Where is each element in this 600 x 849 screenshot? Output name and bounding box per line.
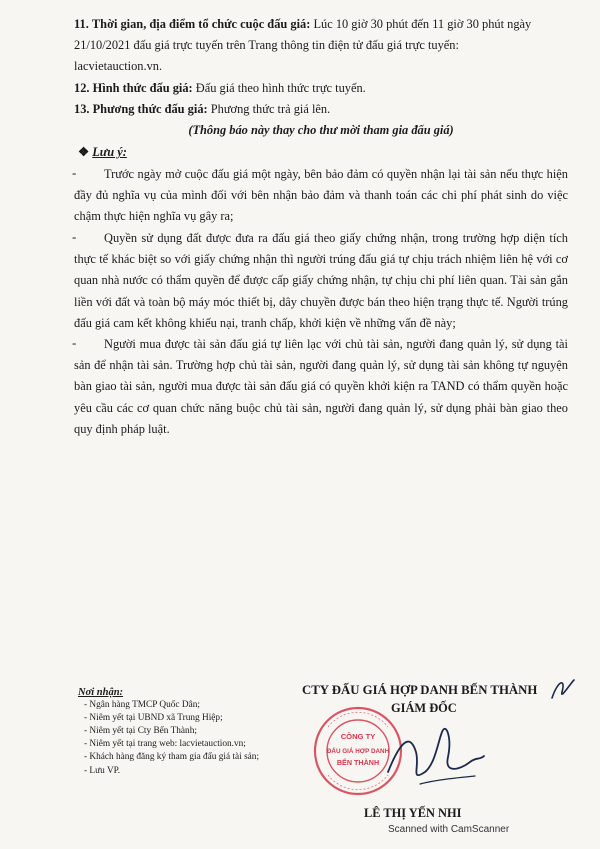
note-1 xyxy=(74,164,568,227)
recipients-title: Nơi nhận: xyxy=(78,687,124,698)
recipient-item: - Niêm yết tại UBND xã Trung Hiệp; xyxy=(84,713,223,724)
note-heading xyxy=(78,142,572,163)
note-heading-label: Lưu ý: xyxy=(92,145,127,159)
signature-title: GIÁM ĐỐC xyxy=(391,701,457,715)
item-11-line3: lacvietauction.vn. xyxy=(74,59,163,73)
item-13-label: Phương thức đấu giá: xyxy=(92,102,208,116)
recipient-item: - Niêm yết tại Cty Bến Thành; xyxy=(84,726,197,737)
signature-name: LÊ THỊ YẾN NHI xyxy=(364,806,462,820)
note-1-text: Trước ngày mở cuộc đấu giá một ngày, bên bảo đảm có quyền nhận lại tài sản nếu thực hiện đầy đủ nghĩa vụ của mình đối với bên nhận bảo đảm và thanh toán các chi phí phát sinh do việc chậm thực hiện nghĩa vụ gây ra; xyxy=(74,167,568,223)
stamp-line-1: CÔNG TY xyxy=(340,732,376,741)
note-3-dash: - xyxy=(72,335,77,350)
note-3 xyxy=(74,334,568,440)
notice-text: (Thông báo này thay cho thư mời tham gia đấu giá) xyxy=(188,123,454,137)
item-13-number: 13. xyxy=(74,102,90,116)
item-13 xyxy=(74,99,568,120)
note-2 xyxy=(74,228,568,334)
item-11-text-line1: Lúc 10 giờ 30 phút đến 11 giờ 30 phút ngày xyxy=(313,17,532,31)
item-12-text: Đấu giá theo hình thức trực tuyến. xyxy=(195,81,366,95)
item-11-number: 11. xyxy=(74,17,89,31)
item-11 xyxy=(74,14,568,35)
note-2-text: Quyền sử dụng đất được đưa ra đấu giá theo giấy chứng nhận, trong trường hợp diện tích thực tế khác biệt so với giấy chứng nhận thì người trúng đấu giá tự chịu trách nhiệm liên hệ với cơ quan nhà nước có thẩm quyền để được cấp giấy chứng nhận, tự chịu chi phí liên quan. Tài sản gắn liền với đất và toàn bộ máy móc thiết bị, dây chuyền được bán theo hiện trạng thực tế. Người trúng đấu giá cam kết không khiếu nại, tranh chấp, khởi kiện về những vấn đề này; xyxy=(74,231,568,330)
item-11-label: Thời gian, địa điểm tổ chức cuộc đấu giá: xyxy=(91,17,311,31)
item-12 xyxy=(74,78,568,99)
stamp-line-3: BẾN THÀNH xyxy=(336,758,380,767)
scanner-footer: Scanned with CamScanner xyxy=(388,824,510,835)
stamp-line-2: ĐẤU GIÁ HỢP DANH xyxy=(326,748,390,755)
item-12-number: 12. xyxy=(74,81,90,95)
recipient-item: - Lưu VP. xyxy=(84,765,121,776)
note-1-dash: - xyxy=(72,165,77,180)
note-2-dash: - xyxy=(72,229,77,244)
recipient-item: - Ngân hàng TMCP Quốc Dân; xyxy=(84,700,200,711)
recipient-item: - Niêm yết tại trang web: lacvietauction.vn; xyxy=(84,739,246,750)
item-11-line2: 21/10/2021 đấu giá trực tuyến trên Trang thông tin điện tử đấu giá trực tuyến: xyxy=(74,38,459,52)
signature-company: CTY ĐẤU GIÁ HỢP DANH BẾN THÀNH xyxy=(302,683,538,697)
note-3-text: Người mua được tài sản đấu giá tự liên lạc với chủ tài sản, người đang quản lý, sử dụng tài sản để nhận tài sản. Trường hợp chủ tài sản, người đang quản lý, sử dụng tài sản không tự nguyện bàn giao tài sản, người mua được tài sản đấu giá có quyền khởi kiện ra TAND có thẩm quyền hoặc yêu cầu các cơ quan chức năng buộc chủ tài sản, người đang quản lý, sử dụng phải bàn giao theo quy định pháp luật. xyxy=(74,337,568,436)
recipient-item: - Khách hàng đăng ký tham gia đấu giá tài sản; xyxy=(84,752,260,763)
initial-mark-icon xyxy=(548,674,578,704)
recipients-block xyxy=(78,686,259,778)
item-13-text: Phương thức trả giá lên. xyxy=(210,102,331,116)
note-bullet-icon: ❖ xyxy=(78,145,90,159)
handwritten-signature-icon xyxy=(380,712,490,792)
item-12-label: Hình thức đấu giá: xyxy=(92,81,193,95)
